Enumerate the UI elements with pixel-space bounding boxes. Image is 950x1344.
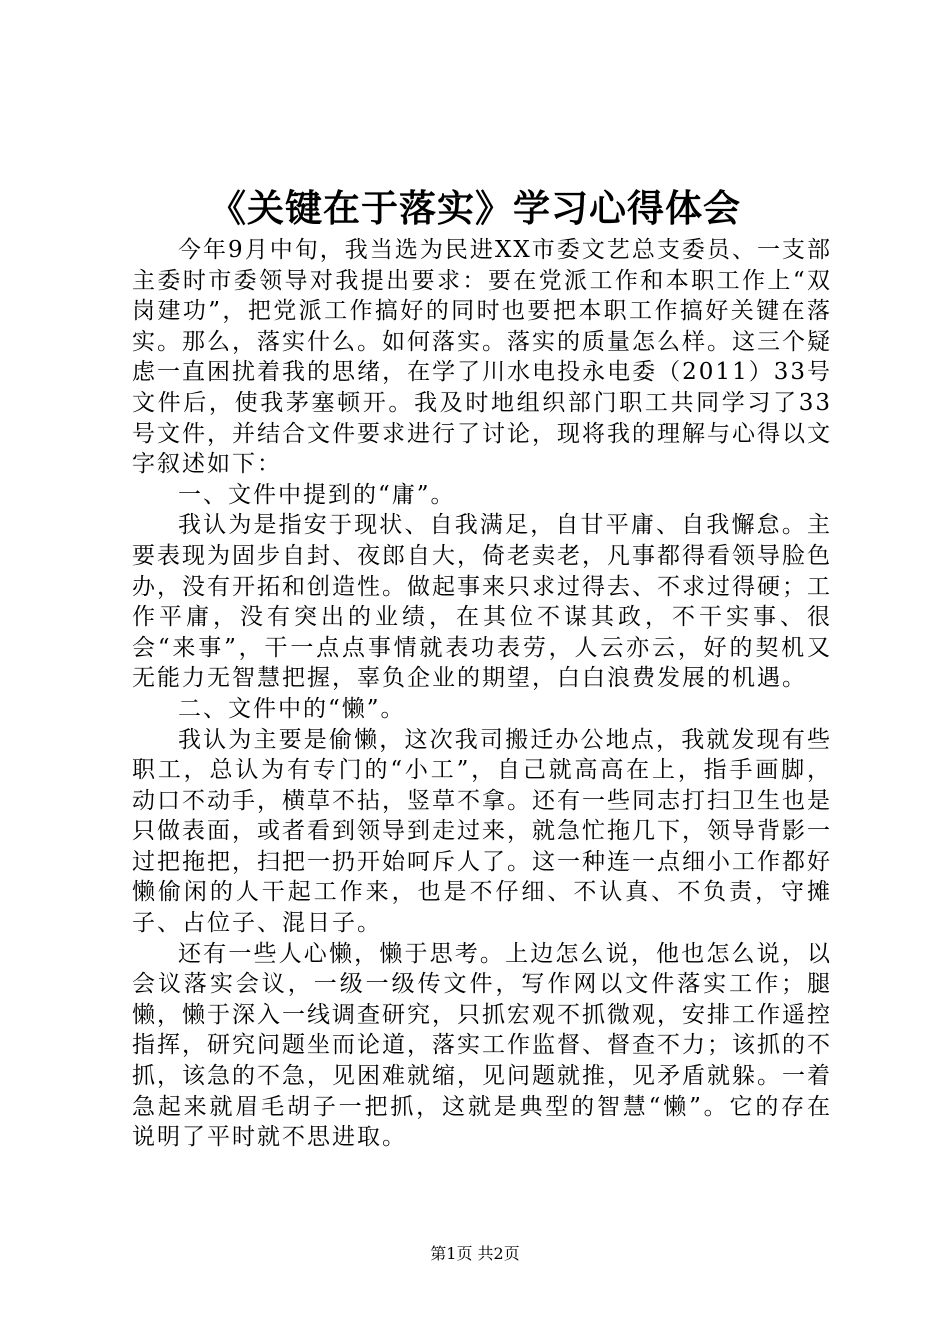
paragraph-section-2b: 还有一些人心懒，懒于思考。上边怎么说，他也怎么说，以会议落实会议，一级一级传文件，写作网以文件落实工作；腿懒，懒于深入一线调查研究，只抓宏观不抓微观，安排工作遥控指挥，研究问题坐而论道，落实工作监督、督查不力；该抓的不抓，该急的不急，见困难就缩，见问题就推，见矛盾就躲。一着急起来就眉毛胡子一把抓，这就是典型的智慧“懒”。它的存在说明了平时就不思进取。: [132, 940, 832, 1151]
section-heading-1: 一、文件中提到的“庸”。: [178, 481, 456, 508]
paragraph-section-1: 我认为是指安于现状、自我满足，自甘平庸、自我懈怠。主要表现为固步自封、夜郎自大，倚老卖老，凡事都得看领导脸色办，没有开拓和创造性。做起事来只求过得去、不求过得硬；工作平庸，没有突出的业绩，在其位不谋其政，不干实事、很会“来事”，干一点点事情就表功表劳，人云亦云，好的契机又无能力无智慧把握，辜负企业的期望，白白浪费发展的机遇。: [132, 512, 832, 692]
paragraph-intro: 今年9月中旬，我当选为民进XX市委文艺总支委员、一支部主委时市委领导对我提出要求：要在党派工作和本职工作上“双岗建功”，把党派工作搞好的同时也要把本职工作搞好关键在落实。那么，落实什么。如何落实。落实的质量怎么样。这三个疑虑一直困扰着我的思绪，在学了川水电投永电委（2011）33号文件后，使我茅塞顿开。我及时地组织部门职工共同学习了33号文件，并结合文件要求进行了讨论，现将我的理解与心得以文字叙述如下：: [132, 237, 832, 478]
document-title: 《关键在于落实》学习心得体会: [209, 186, 741, 230]
paragraph-section-2a: 我认为主要是偷懒，这次我司搬迁办公地点，我就发现有些职工，总认为有专门的“小工”，自己就高高在上，指手画脚，动口不动手，横草不拈，竖草不拿。还有一些同志打扫卫生也是只做表面，或者看到领导到走过来，就急忙拖几下，领导背影一过把拖把，扫把一扔开始呵斥人了。这一种连一点细小工作都好懒偷闲的人干起工作来，也是不仔细、不认真、不负责，守摊子、占位子、混日子。: [132, 726, 832, 937]
page-footer: 第1页 共2页: [430, 1244, 520, 1263]
document-body: [132, 235, 832, 1153]
section-heading-2: 二、文件中的“懒”。: [178, 695, 406, 722]
